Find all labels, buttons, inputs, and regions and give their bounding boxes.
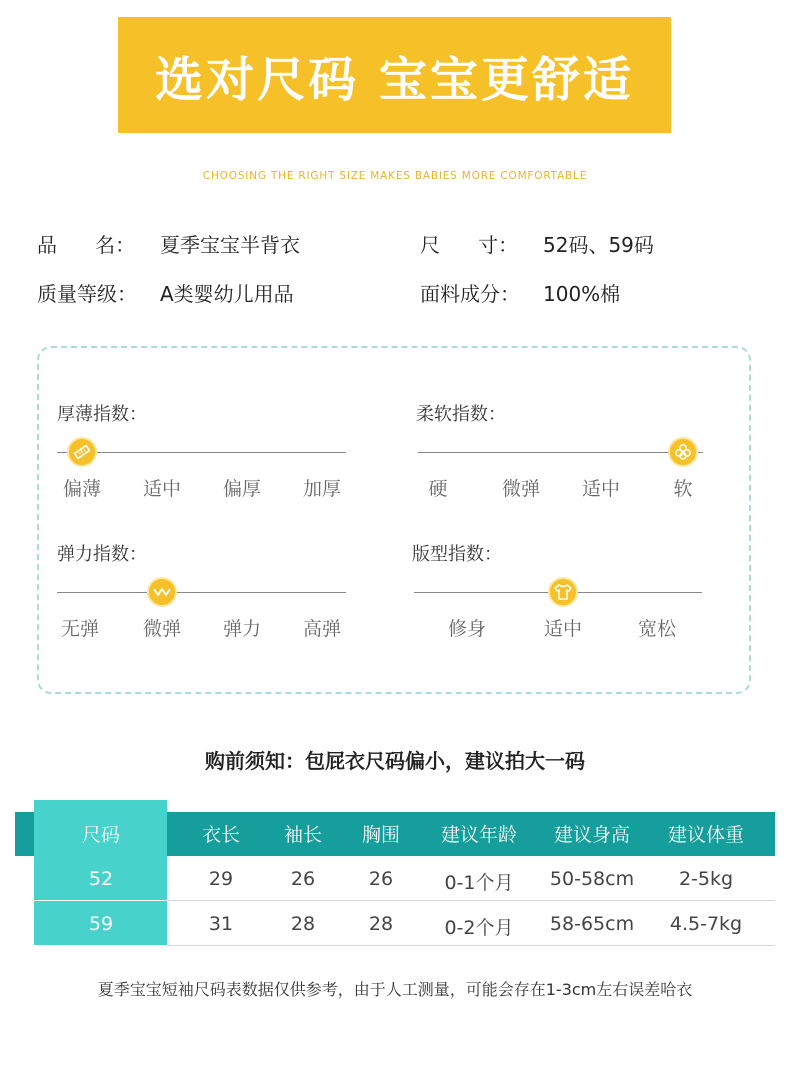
grade-value: A类婴幼儿用品	[160, 282, 294, 306]
row-divider	[167, 900, 775, 901]
table-cell: 0-1个月	[444, 872, 514, 894]
table-cell: 50-58cm	[549, 868, 635, 890]
cotton-icon	[668, 437, 698, 467]
table-cell: 26	[368, 868, 394, 890]
softness-tick: 软	[673, 478, 693, 500]
fabric-value: 100%棉	[543, 282, 621, 306]
elasticity-tick: 微弹	[142, 618, 182, 640]
title-banner	[118, 17, 671, 133]
table-cell: 26	[290, 868, 316, 890]
table-cell: 2-5kg	[678, 868, 734, 890]
name-value: 夏季宝宝半背衣	[160, 233, 300, 257]
row-divider	[167, 945, 775, 946]
elasticity-tick: 弹力	[222, 618, 262, 640]
table-cell: 58-65cm	[549, 913, 635, 935]
table-header-height: 建议身高	[553, 824, 631, 846]
table-header-age: 建议年龄	[440, 824, 518, 846]
softness-tick: 适中	[581, 478, 621, 500]
thickness-tick: 适中	[142, 478, 182, 500]
table-header-sleeve: 袖长	[283, 824, 323, 846]
thickness-tick: 偏薄	[62, 478, 102, 500]
table-cell: 28	[368, 913, 394, 935]
purchase-notice: 购前须知：包屁衣尺码偏小，建议拍大一码	[205, 749, 585, 773]
softness-tick: 微弹	[501, 478, 541, 500]
thickness-track	[57, 452, 346, 453]
table-cell: 31	[208, 913, 234, 935]
table-cell: 28	[290, 913, 316, 935]
thickness-label: 厚薄指数：	[57, 404, 147, 425]
banner-title: 选对尺码 宝宝更舒适	[155, 51, 634, 108]
subtitle: CHOOSING THE RIGHT SIZE MAKES BABIES MORE COMFORTABLE	[202, 170, 588, 182]
softness-tick: 硬	[428, 478, 448, 500]
table-cell: 29	[208, 868, 234, 890]
index-panel	[37, 346, 751, 694]
table-header-weight: 建议体重	[667, 824, 745, 846]
thickness-tick: 偏厚	[222, 478, 262, 500]
stretch-icon	[147, 577, 177, 607]
footnote: 夏季宝宝短袖尺码表数据仅供参考，由于人工测量，可能会存在1-3cm左右误差哈衣	[97, 980, 693, 999]
name-label: 品 名：	[37, 233, 136, 257]
table-header-chest: 胸围	[361, 824, 401, 846]
table-cell: 4.5-7kg	[669, 913, 743, 935]
table-cell: 0-2个月	[444, 917, 514, 939]
softness-track	[418, 452, 703, 453]
grade-label: 质量等级：	[37, 282, 137, 306]
ruler-icon	[67, 437, 97, 467]
fit-tick: 宽松	[637, 618, 677, 640]
fit-tick: 修身	[447, 618, 487, 640]
fabric-label: 面料成分：	[420, 282, 520, 306]
elasticity-label: 弹力指数：	[57, 544, 147, 565]
elasticity-tick: 高弹	[302, 618, 342, 640]
size-label: 尺 寸：	[420, 233, 519, 257]
softness-label: 柔软指数：	[416, 404, 506, 425]
thickness-tick: 加厚	[302, 478, 342, 500]
table-cell-size: 59	[88, 913, 114, 935]
shirt-icon	[548, 577, 578, 607]
elasticity-track	[57, 592, 346, 593]
table-cell-size: 52	[88, 868, 114, 890]
table-header-size: 尺码	[81, 824, 121, 846]
elasticity-tick: 无弹	[60, 618, 100, 640]
fit-label: 版型指数：	[412, 544, 502, 565]
fit-tick: 适中	[543, 618, 583, 640]
size-value: 52码、59码	[543, 233, 654, 257]
table-header-length: 衣长	[201, 824, 241, 846]
